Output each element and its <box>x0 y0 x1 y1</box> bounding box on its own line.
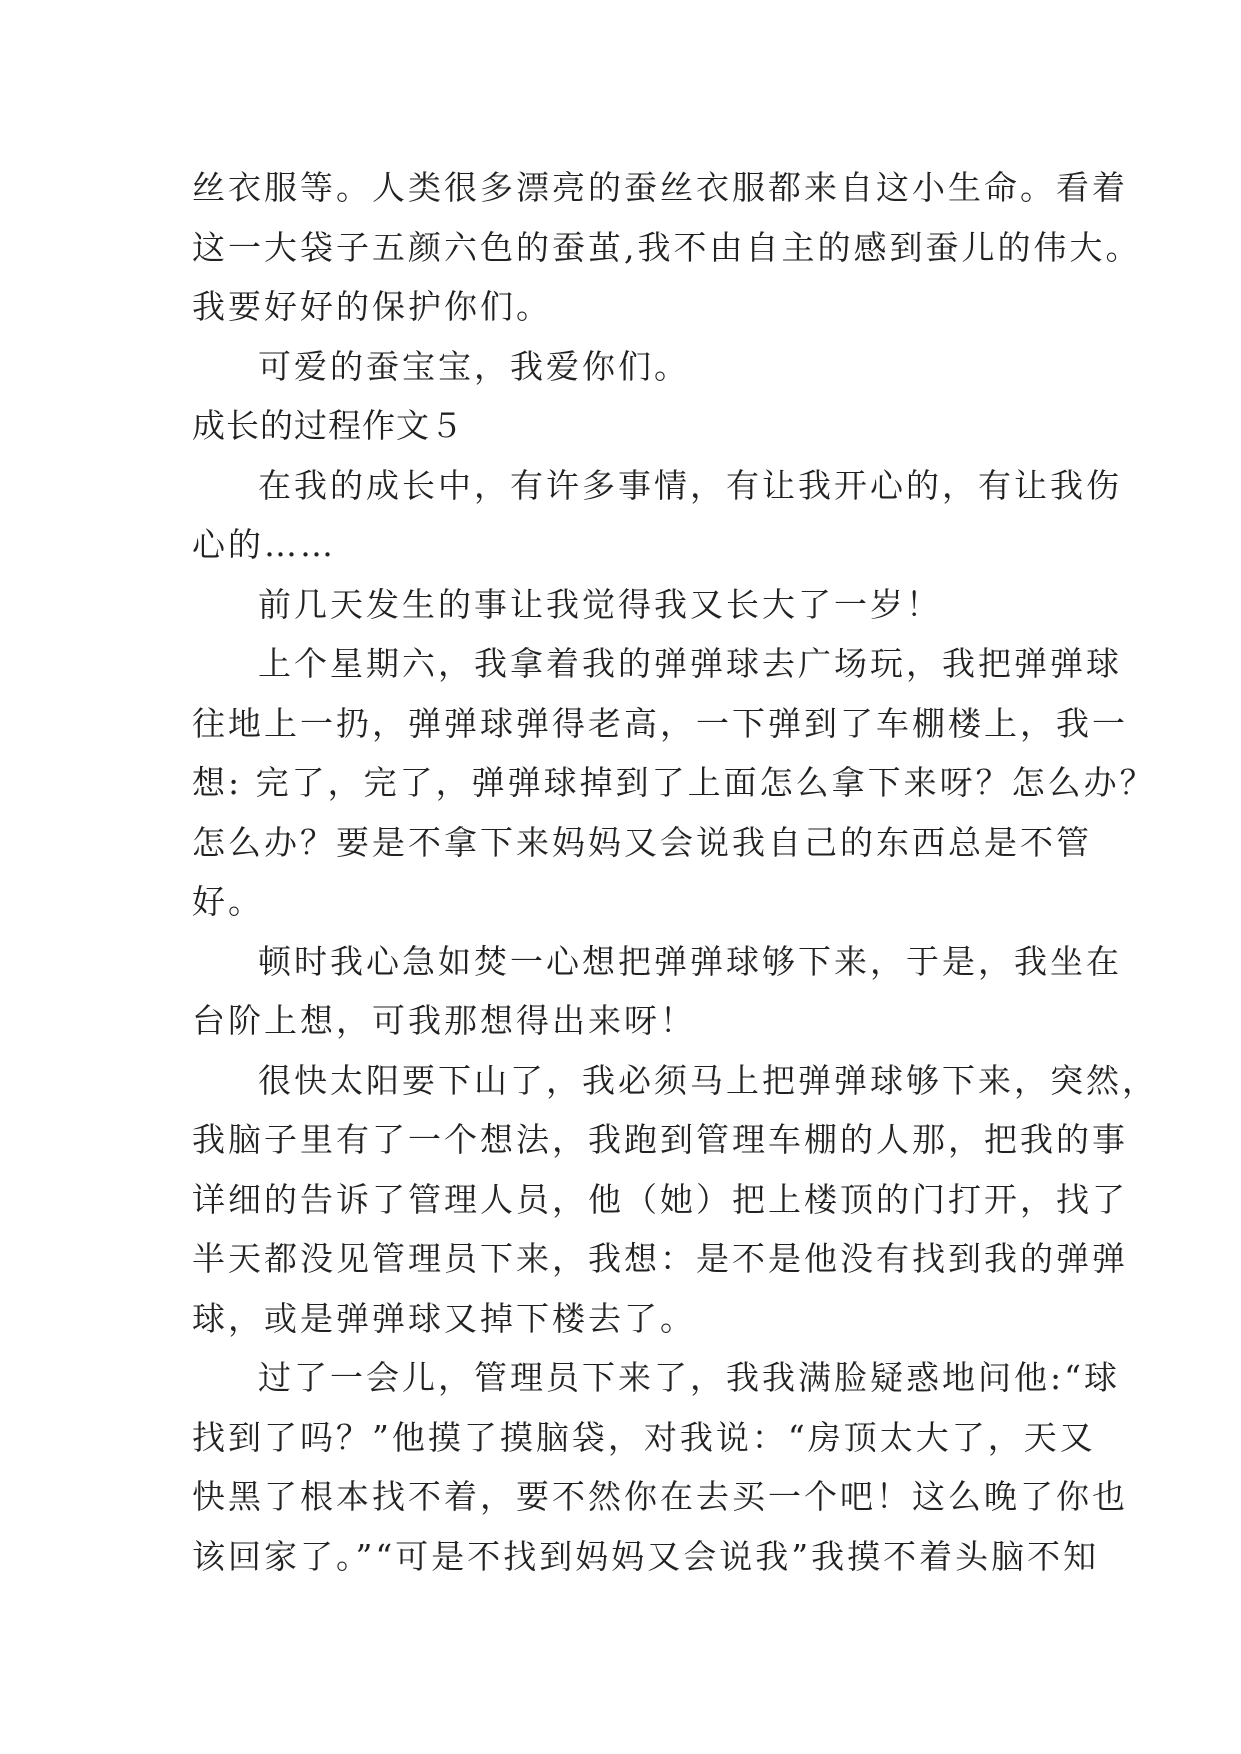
text-line: 详细的告诉了管理人员，他（她）把上楼顶的门打开，找了 <box>192 1179 1128 1219</box>
text-line: 心的…… <box>192 525 336 564</box>
text-line: 该回家了。”“可是不找到妈妈又会说我”我摸不着头脑不知 <box>192 1536 1100 1576</box>
text-line: 快黑了根本找不着，要不然你在去买一个吧！这么晚了你也 <box>192 1477 1128 1516</box>
text-line: 很快太阳要下山了，我必须马上把弹弹球够下来，突然， <box>258 1060 1158 1100</box>
text-line: 前几天发生的事让我觉得我又长大了一岁！ <box>258 584 942 624</box>
text-line: 顿时我心急如焚一心想把弹弹球够下来，于是，我坐在 <box>258 941 1122 981</box>
text-line: 台阶上想，可我那想得出来呀！ <box>192 1001 696 1040</box>
text-line: 好。 <box>192 882 264 921</box>
text-line: 可爱的蚕宝宝，我爱你们。 <box>258 346 690 386</box>
text-line: 我要好好的保护你们。 <box>192 287 552 326</box>
text-line: 往地上一扔，弹弹球弹得老高，一下弹到了车棚楼上，我一 <box>192 703 1128 743</box>
text-line: 我脑子里有了一个想法，我跑到管理车棚的人那，把我的事 <box>192 1120 1128 1159</box>
text-line: 这一大袋子五颜六色的蚕茧,我不由自主的感到蚕儿的伟大。 <box>192 227 1142 267</box>
text-line: 上个星期六，我拿着我的弹弹球去广场玩，我把弹弹球 <box>258 644 1122 683</box>
text-line: 找到了吗？”他摸了摸脑袋，对我说：“房顶太大了，天又 <box>192 1417 1096 1457</box>
document-body <box>192 158 1158 1586</box>
section-heading: 成长的过程作文５ <box>192 406 464 445</box>
text-line: 怎么办？要是不拿下来妈妈又会说我自己的东西总是不管 <box>192 822 1092 862</box>
text-line: 球，或是弹弹球又掉下楼去了。 <box>192 1298 696 1338</box>
text-line: 过了一会儿，管理员下来了，我我满脸疑惑地问他:“球 <box>258 1358 1120 1397</box>
text-line: 在我的成长中，有许多事情，有让我开心的，有让我伤 <box>258 465 1122 505</box>
text-line: 丝衣服等。人类很多漂亮的蚕丝衣服都来自这小生命。看着 <box>192 168 1128 207</box>
text-line: 想: 完了，完了，弹弹球掉到了上面怎么拿下来呀？怎么办？ <box>192 763 1156 802</box>
text-line: 半天都没见管理员下来，我想：是不是他没有找到我的弹弹 <box>192 1239 1128 1278</box>
